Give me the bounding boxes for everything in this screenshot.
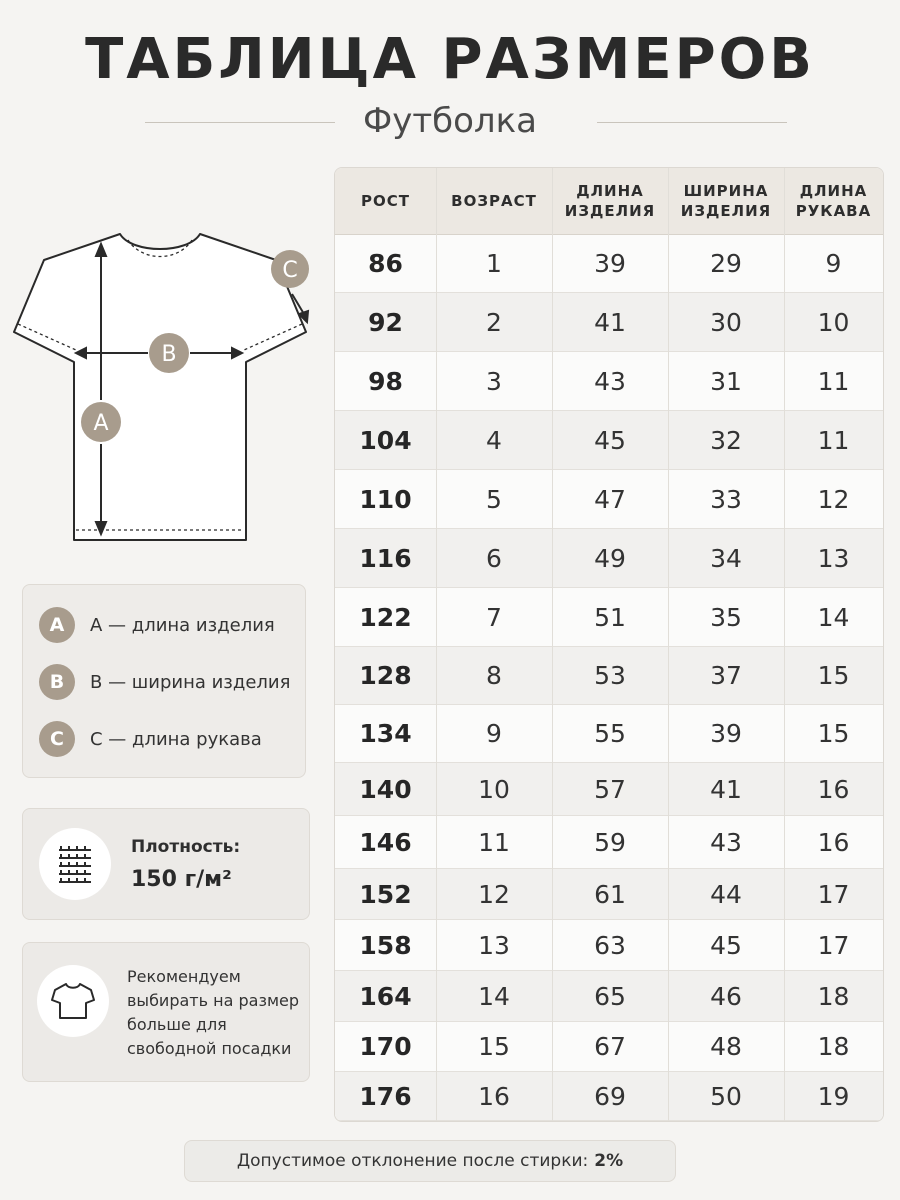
table-cell: 12 <box>478 879 510 909</box>
table-row <box>335 1022 883 1072</box>
table-cell: 86 <box>368 249 403 278</box>
table-cell: 116 <box>359 543 412 573</box>
table-row <box>335 763 883 816</box>
marker-b: B <box>161 342 177 367</box>
table-cell: 16 <box>478 1081 510 1111</box>
table-row <box>335 971 883 1022</box>
marker-c: C <box>282 258 298 283</box>
table-cell: 50 <box>710 1081 742 1111</box>
wash-tolerance-value: 2% <box>594 1151 624 1171</box>
table-row <box>335 1072 883 1121</box>
density-value: 150 г/м² <box>131 867 232 892</box>
table-header <box>335 168 883 235</box>
fabric-weave-icon <box>39 828 111 900</box>
table-cell: 10 <box>478 774 510 804</box>
table-cell: 44 <box>710 879 742 909</box>
table-cell: 63 <box>594 930 626 960</box>
measurement-legend <box>22 584 306 778</box>
page-title: ТАБЛИЦА РАЗМЕРОВ <box>85 27 815 92</box>
table-cell: 41 <box>710 774 742 804</box>
table-cell: 146 <box>359 827 412 857</box>
table-cell: 29 <box>710 249 742 278</box>
column-divider <box>784 168 785 1121</box>
table-cell: 104 <box>359 425 412 455</box>
table-cell: 1 <box>486 249 502 278</box>
legend-item-b <box>39 664 290 700</box>
legend-badge-b: B <box>39 664 75 700</box>
table-cell: 43 <box>594 366 626 396</box>
table-cell: 45 <box>594 425 626 455</box>
table-cell: 140 <box>359 774 412 804</box>
table-cell: 55 <box>594 719 626 748</box>
wash-tolerance-label: Допустимое отклонение после стирки: <box>236 1151 589 1171</box>
column-divider <box>436 168 437 1121</box>
table-row <box>335 920 883 971</box>
table-cell: 47 <box>594 484 626 514</box>
density-card <box>22 808 310 920</box>
table-cell: 12 <box>817 484 850 514</box>
table-cell: 13 <box>478 930 510 960</box>
table-cell: 32 <box>710 425 742 455</box>
table-cell: 30 <box>710 307 742 337</box>
tshirt-diagram <box>10 222 320 558</box>
column-header-width: ШИРИНА ИЗДЕЛИЯ <box>680 182 772 220</box>
table-cell: 5 <box>486 484 502 514</box>
table-cell: 6 <box>486 543 502 573</box>
table-cell: 15 <box>478 1032 510 1061</box>
table-cell: 164 <box>359 981 412 1011</box>
divider-right <box>597 122 787 123</box>
legend-badge-c: C <box>39 721 75 757</box>
wash-tolerance-note <box>184 1140 676 1182</box>
table-cell: 69 <box>594 1081 626 1111</box>
table-cell: 48 <box>710 1032 742 1061</box>
table-cell: 16 <box>817 774 850 804</box>
column-header-age: ВОЗРАСТ <box>451 192 537 210</box>
table-cell: 45 <box>710 930 742 960</box>
table-cell: 51 <box>594 602 626 632</box>
table-cell: 31 <box>710 366 742 396</box>
table-cell: 65 <box>594 981 626 1011</box>
table-cell: 17 <box>817 879 850 909</box>
table-cell: 14 <box>817 602 850 632</box>
table-row <box>335 529 883 588</box>
legend-badge-a: A <box>39 607 75 643</box>
table-cell: 158 <box>359 930 412 960</box>
table-cell: 18 <box>817 981 850 1011</box>
table-cell: 170 <box>359 1032 412 1061</box>
table-row <box>335 588 883 647</box>
table-cell: 16 <box>817 827 850 857</box>
table-cell: 11 <box>817 425 850 455</box>
table-cell: 134 <box>359 719 412 748</box>
table-cell: 43 <box>710 827 742 857</box>
table-cell: 13 <box>817 543 850 573</box>
page-subtitle: Футболка <box>362 101 538 141</box>
table-cell: 33 <box>710 484 742 514</box>
recommendation-card <box>22 942 310 1082</box>
table-cell: 39 <box>594 249 626 278</box>
table-cell: 110 <box>359 484 412 514</box>
table-row <box>335 705 883 763</box>
table-cell: 17 <box>817 930 850 960</box>
table-row <box>335 470 883 529</box>
size-table <box>334 167 884 1122</box>
column-header-length: ДЛИНА ИЗДЕЛИЯ <box>564 182 656 220</box>
table-cell: 9 <box>825 249 842 278</box>
table-cell: 92 <box>368 307 403 337</box>
table-cell: 67 <box>594 1032 626 1061</box>
column-header-sleeve: ДЛИНА РУКАВА <box>795 182 872 220</box>
table-cell: 176 <box>359 1081 412 1111</box>
table-row <box>335 293 883 352</box>
density-label: Плотность: <box>131 837 241 857</box>
legend-text-b: В — ширина изделия <box>90 671 291 693</box>
table-cell: 9 <box>486 719 502 748</box>
table-cell: 18 <box>817 1032 850 1061</box>
table-cell: 11 <box>478 827 510 857</box>
table-cell: 14 <box>478 981 510 1011</box>
table-cell: 39 <box>710 719 742 748</box>
legend-item-a <box>39 607 275 643</box>
table-cell: 34 <box>710 543 742 573</box>
table-cell: 15 <box>817 719 850 748</box>
table-cell: 10 <box>817 307 850 337</box>
table-cell: 98 <box>368 366 403 396</box>
table-cell: 128 <box>359 661 412 690</box>
table-cell: 122 <box>359 602 412 632</box>
column-header-height: РОСТ <box>361 192 410 210</box>
table-cell: 46 <box>710 981 742 1011</box>
table-cell: 41 <box>594 307 626 337</box>
table-cell: 61 <box>594 879 626 909</box>
table-row <box>335 869 883 920</box>
table-row <box>335 235 883 293</box>
table-cell: 152 <box>359 879 412 909</box>
table-cell: 15 <box>817 661 850 690</box>
legend-text-c: С — длина рукава <box>90 728 262 750</box>
table-cell: 49 <box>594 543 626 573</box>
table-cell: 2 <box>486 307 502 337</box>
table-cell: 53 <box>594 661 626 690</box>
legend-text-a: А — длина изделия <box>90 614 275 636</box>
table-row <box>335 647 883 705</box>
column-divider <box>552 168 553 1121</box>
table-cell: 37 <box>710 661 742 690</box>
table-cell: 57 <box>594 774 626 804</box>
table-cell: 8 <box>486 661 502 690</box>
marker-a: A <box>93 411 109 436</box>
table-row <box>335 352 883 411</box>
column-divider <box>668 168 669 1121</box>
table-cell: 11 <box>817 366 850 396</box>
table-cell: 7 <box>486 602 502 632</box>
table-row <box>335 816 883 869</box>
table-row <box>335 411 883 470</box>
table-cell: 3 <box>486 366 502 396</box>
table-cell: 19 <box>817 1081 850 1111</box>
tshirt-icon <box>37 965 109 1037</box>
table-cell: 4 <box>486 425 502 455</box>
recommendation-text: Рекомендуем выбирать на размер больше для свободной посадки <box>127 967 300 1058</box>
legend-item-c <box>39 721 262 757</box>
table-cell: 59 <box>594 827 626 857</box>
table-cell: 35 <box>710 602 742 632</box>
